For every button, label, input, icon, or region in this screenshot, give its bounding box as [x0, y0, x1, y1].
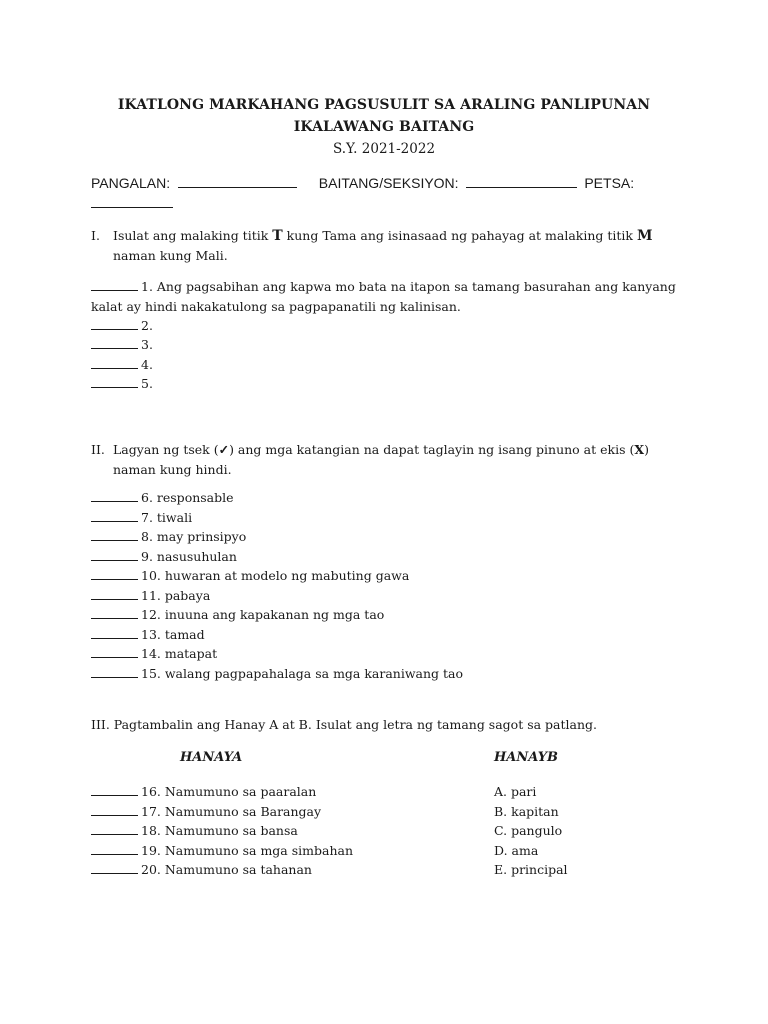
part1-instruction-text-a: Isulat ang malaking titik: [113, 228, 273, 243]
part2-instruction-text-a: Lagyan ng tsek (: [113, 442, 219, 457]
answer-blank[interactable]: [91, 376, 138, 388]
name-label: PANGALAN:: [91, 175, 171, 191]
question-number: 5.: [141, 376, 153, 391]
answer-blank[interactable]: [91, 549, 138, 561]
question-item: [91, 646, 217, 661]
answer-blank[interactable]: [91, 823, 138, 835]
answer-blank[interactable]: [91, 279, 138, 291]
matching-item-text: 18. Namumuno sa bansa: [141, 823, 298, 838]
part3-instruction: III. Pagtambalin ang Hanay A at B. Isulat ang letra ng tamang sagot sa patlang.: [91, 717, 597, 732]
answer-blank[interactable]: [91, 804, 138, 816]
question-text-continued: kalat ay hindi nakakatulong sa pagpapanatili ng kalinisan.: [91, 299, 461, 314]
question-text: 12. inuuna ang kapakanan ng mga tao: [141, 607, 385, 622]
matching-item-text: 16. Namumuno sa paaralan: [141, 784, 317, 799]
question-text: 6. responsable: [141, 490, 234, 505]
answer-blank[interactable]: [91, 784, 138, 796]
matching-item: [91, 784, 316, 799]
question-item: [91, 588, 210, 603]
letter-m: M: [636, 228, 653, 244]
date-field-line: [91, 195, 173, 211]
answer-blank[interactable]: [91, 862, 138, 874]
choice-item: E. principal: [494, 862, 568, 877]
answer-blank[interactable]: [91, 529, 138, 541]
part2-numeral: II.: [91, 442, 105, 457]
matching-item-text: 17. Namumuno sa Barangay: [141, 804, 322, 819]
answer-blank[interactable]: [91, 318, 138, 330]
answer-blank[interactable]: [91, 337, 138, 349]
part1-instruction-line2: naman kung Mali.: [113, 248, 228, 263]
answer-blank[interactable]: [91, 510, 138, 522]
choice-item: D. ama: [494, 843, 539, 858]
part1-numeral: I.: [91, 228, 100, 243]
section-label: BAITANG/SEKSIYON:: [318, 175, 459, 191]
answer-blank[interactable]: [91, 607, 138, 619]
question-text: 8. may prinsipyo: [141, 529, 247, 544]
answer-blank[interactable]: [91, 490, 138, 502]
exam-title: IKATLONG MARKAHANG PAGSUSULIT SA ARALING PANLIPUNAN: [117, 97, 651, 113]
grade-level-title: IKALAWANG BAITANG: [293, 119, 475, 135]
question-number: 3.: [141, 337, 153, 352]
date-label: PETSA:: [584, 175, 635, 191]
answer-blank[interactable]: [91, 627, 138, 639]
question-item: [91, 529, 246, 544]
question-item: [91, 376, 153, 391]
answer-blank[interactable]: [91, 588, 138, 600]
choice-item: B. kapitan: [494, 804, 559, 819]
part1-instruction-text-b: kung Tama ang isinasaad ng pahayag at malaking titik: [282, 228, 637, 243]
matching-item: [91, 862, 312, 877]
question-text: 7. tiwali: [141, 510, 193, 525]
choice-item: C. pangulo: [494, 823, 563, 838]
question-item: [91, 337, 153, 352]
answer-blank[interactable]: [91, 568, 138, 580]
question-item: [91, 607, 384, 622]
matching-item: [91, 843, 353, 858]
date-field[interactable]: [91, 195, 173, 208]
question-text: 10. huwaran at modelo ng mabuting gawa: [141, 568, 410, 583]
question-text: 1. Ang pagsabihan ang kapwa mo bata na itapon sa tamang basurahan ang kanyang: [141, 279, 676, 294]
letter-t: T: [272, 228, 283, 244]
question-item: [91, 627, 205, 642]
question-item: [91, 549, 237, 564]
part2-instruction: [91, 442, 649, 457]
question-number: 4.: [141, 357, 153, 372]
question-item: [91, 568, 409, 583]
answer-blank[interactable]: [91, 357, 138, 369]
part2-instruction-text-b: ) ang mga katangian na dapat taglayin ng isang pinuno at ekis (: [229, 442, 635, 457]
question-text: 9. nasusuhulan: [141, 549, 237, 564]
question-item: [91, 318, 153, 333]
question-text: 11. pabaya: [141, 588, 211, 603]
column-b-heading: HANAYB: [494, 750, 558, 765]
question-item: [91, 666, 463, 681]
answer-blank[interactable]: [91, 843, 138, 855]
student-info-line: [91, 175, 634, 191]
matching-item: [91, 823, 298, 838]
question-text: 15. walang pagpapahalaga sa mga karaniwang tao: [141, 666, 464, 681]
answer-blank[interactable]: [91, 646, 138, 658]
x-mark-icon: X: [634, 442, 645, 457]
question-item: [91, 279, 676, 294]
part2-instruction-text-c: ): [644, 442, 649, 457]
question-text: 14. matapat: [141, 646, 218, 661]
part1-instruction: [91, 228, 652, 244]
column-a-heading: HANAYA: [180, 750, 243, 765]
question-item: [91, 510, 192, 525]
matching-item: [91, 804, 321, 819]
question-item: [91, 490, 234, 505]
school-year: S.Y. 2021-2022: [332, 141, 436, 157]
name-field[interactable]: [178, 175, 297, 188]
question-number: 2.: [141, 318, 153, 333]
question-text: 13. tamad: [141, 627, 205, 642]
choice-item: A. pari: [494, 784, 537, 799]
part2-instruction-line2: naman kung hindi.: [113, 462, 232, 477]
matching-item-text: 19. Namumuno sa mga simbahan: [141, 843, 353, 858]
answer-blank[interactable]: [91, 666, 138, 678]
question-item: [91, 357, 153, 372]
section-field[interactable]: [466, 175, 577, 188]
matching-item-text: 20. Namumuno sa tahanan: [141, 862, 312, 877]
check-mark-icon: ✓: [218, 442, 230, 457]
